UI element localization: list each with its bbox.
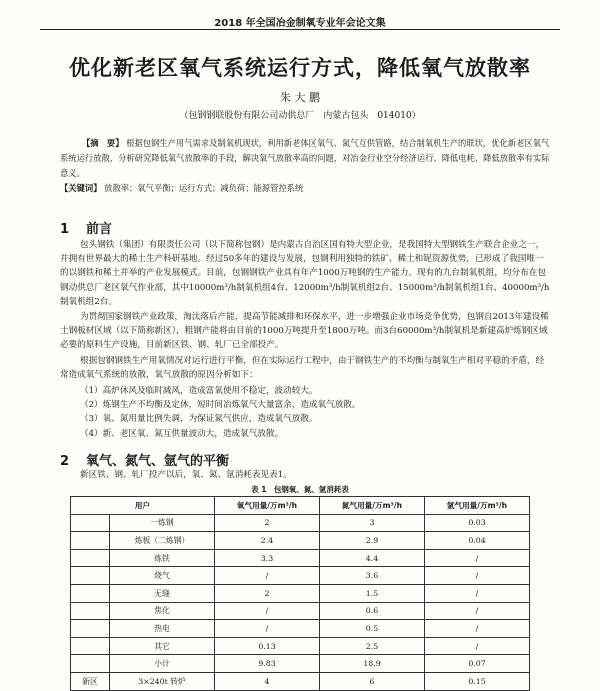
table-cell: 0.5 <box>320 620 425 638</box>
table-cell: / <box>215 620 320 638</box>
table-row <box>71 637 530 655</box>
paper-title: 优化新老区氧气系统运行方式，降低氧气放散率 <box>69 56 531 80</box>
table-cell: 2 <box>215 584 320 602</box>
abstract-label: 【摘 要】 <box>82 138 124 148</box>
consumption-table <box>70 496 530 691</box>
list-item: （2）炼钢生产不均衡及定休，短时间冶炼氧气大量富余，造成氧气放散。 <box>80 400 361 411</box>
table-cell: 3 <box>320 514 425 532</box>
table-cell: 3×240t 转炉 <box>110 672 215 690</box>
table-body <box>71 514 530 690</box>
table-cell: / <box>425 637 530 655</box>
table-cell: 其它 <box>110 637 215 655</box>
table-cell: 2.9 <box>320 532 425 550</box>
table-cell: 9.83 <box>215 655 320 673</box>
paragraph-2: 为贯彻国家钢铁产业政策，淘汰落后产能，提高节能减排和环保水平，进一步增强企业市场竞争优势，包钢自2013年建设稀土钢板材区域（以下简称新区），粗钢产能将由目前的1000万吨提升至1800万吨。而3台60000m³/h制氧机是新建高炉炼钢区域必要的原料生产设施，目前新区铁、钢、轧厂已全部投产。 <box>60 312 549 351</box>
table-cell <box>71 584 110 602</box>
table-row <box>71 567 530 585</box>
table-row <box>71 602 530 620</box>
table-cell: 18.9 <box>320 655 425 673</box>
table-row <box>71 655 530 673</box>
table-cell: 新区 <box>71 672 110 690</box>
table-cell <box>71 514 110 532</box>
running-header: 2018 年全国冶金制氧专业年会论文集 <box>214 18 386 29</box>
table-caption: 表 1 包钢氧、氮、氩消耗表 <box>251 485 349 494</box>
table-cell: 炼铁 <box>110 549 215 567</box>
table-cell <box>71 602 110 620</box>
paragraph-1: 包头钢铁（集团）有限责任公司（以下简称包钢）是内蒙古自治区国有特大型企业，是我国特大型钢铁生产联合企业之一，并拥有世界最大的稀土生产科研基地。经过50多年的建设与发展，包钢利用独特的铁矿、稀土和铌资源优势，已形成了我国唯一的以钢铁和稀土并举的产业发展模式。目前，包钢钢铁产业具有年产1000万吨钢的生产能力。现有的九台制氧机组，均分布在包钢动供总厂老区氧气作业部，其中10000m³/h制氧机组4台、12000m³/h制氧机组2台、15000m³/h制氧机组1台、40000m³/h制氧机组2台。 <box>60 240 550 307</box>
table-cell: 焦化 <box>110 602 215 620</box>
table-cell: 0.15 <box>425 672 530 690</box>
abstract-text: 根据包钢生产用气需求及制氧机现状，利用新老体区氧气、氮气互供管路，结合制氧机生产的联状，优化新老区氧气系统运行放散，分析研究降低氧气放散率的手段，解决氧气放散率高的问题，对冶金行业空分经济运行、降低电耗、降低放散率有实际意义。 <box>60 138 550 178</box>
keywords-label: 【关键词】 <box>60 183 102 193</box>
affiliation: （包钢钢联股份有限公司动供总厂 内蒙古包头 014010） <box>179 111 421 121</box>
paragraph-3: 根据包钢钢铁生产用氧情况对运行进行平衡，但在实际运行工程中，由于钢铁生产的不均衡与制氧生产相对平稳的矛盾，经常造成氧气系统的放散，氧气放散的原因分析如下： <box>60 356 545 381</box>
table-cell: 热电 <box>110 620 215 638</box>
section-number: 2 <box>60 454 70 469</box>
section-title: 氧气、氮气、氩气的平衡 <box>86 454 230 469</box>
table-row <box>71 549 530 567</box>
table-cell: / <box>425 549 530 567</box>
section-number: 1 <box>60 222 70 237</box>
table-cell: / <box>425 584 530 602</box>
table-cell <box>71 549 110 567</box>
table-cell: 3.3 <box>215 549 320 567</box>
table-cell: 小计 <box>110 655 215 673</box>
table-row <box>71 532 530 550</box>
section-1-heading <box>60 218 112 237</box>
table-cell: 烧气 <box>110 567 215 585</box>
table-cell: / <box>425 567 530 585</box>
table-cell: 0.07 <box>425 655 530 673</box>
table-cell: / <box>215 602 320 620</box>
column-header: 氧气用量/万m³/h <box>215 497 320 515</box>
table-cell: 2.5 <box>320 637 425 655</box>
table-row <box>71 672 530 690</box>
table-cell: / <box>215 567 320 585</box>
table-cell <box>71 532 110 550</box>
table-cell: 0.13 <box>215 637 320 655</box>
table-cell <box>71 620 110 638</box>
list-item: （1）高炉休风及临时减风，造成富氧使用不稳定，波动较大。 <box>80 386 318 396</box>
keywords <box>60 182 550 195</box>
table-row <box>71 620 530 638</box>
table-cell: 3.6 <box>320 567 425 585</box>
author: 朱 大 鹏 <box>280 91 320 104</box>
table-cell: 炼板（二炼钢） <box>110 532 215 550</box>
table-cell: / <box>425 602 530 620</box>
section-2-heading <box>60 450 229 469</box>
table-cell: 0.03 <box>425 514 530 532</box>
table-cell: 0.04 <box>425 532 530 550</box>
table-header-row <box>71 497 530 515</box>
table-cell: 2 <box>215 514 320 532</box>
table-cell: / <box>425 620 530 638</box>
table-row <box>71 514 530 532</box>
table-cell: 2.4 <box>215 532 320 550</box>
table-cell: 1.5 <box>320 584 425 602</box>
column-header: 用户 <box>71 497 215 515</box>
abstract <box>60 136 550 181</box>
table-cell <box>71 567 110 585</box>
table-cell <box>71 655 110 673</box>
paragraph-4: 新区铁、钢、轧厂投产以后，氧、氮、氩消耗表见表1。 <box>80 470 292 480</box>
table-cell: 无缝 <box>110 584 215 602</box>
section-title: 前言 <box>86 222 113 237</box>
table-row <box>71 584 530 602</box>
table-cell: 4.4 <box>320 549 425 567</box>
cause-list <box>60 384 552 441</box>
table-cell: 6 <box>320 672 425 690</box>
table-cell <box>71 637 110 655</box>
list-item: （4）新、老区氧、氮互供量波动大，造成氧气放散。 <box>80 428 284 439</box>
list-item: （3）氧、氮用量比例失调，为保证氮气供应，造成氧气放散。 <box>80 414 318 425</box>
table-cell: 4 <box>215 672 320 690</box>
keywords-text: 放散率；氧气平衡；运行方式；减负荷；能源管控系统 <box>104 183 304 193</box>
header-rule <box>40 29 560 30</box>
column-header: 氮气用量/万m³/h <box>320 497 425 515</box>
column-header: 氩气用量/万m³/h <box>425 497 530 515</box>
table-cell: 一炼钢 <box>110 514 215 532</box>
table-cell: 0.6 <box>320 602 425 620</box>
